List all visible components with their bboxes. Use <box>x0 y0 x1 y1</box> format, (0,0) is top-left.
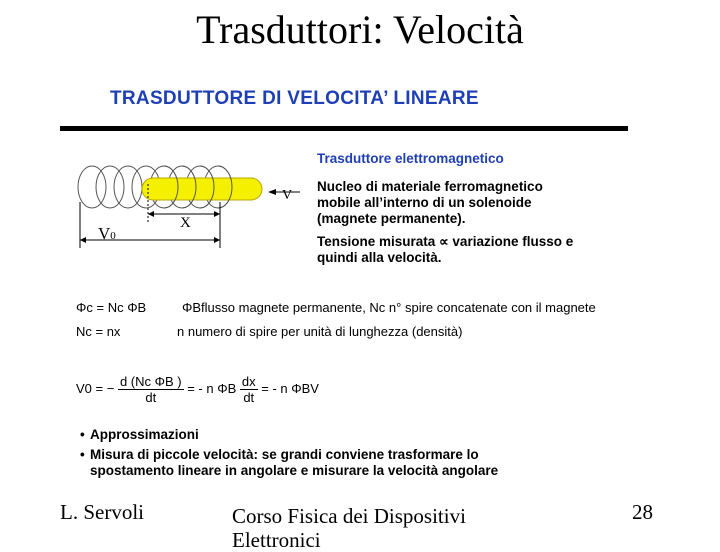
definition-turns-right: n numero di spire per unità di lunghezza (densità) <box>177 324 463 339</box>
definition-turns-left: Nc = nx <box>76 324 121 339</box>
footer-author: L. Servoli <box>60 500 144 524</box>
page-number: 28 <box>632 500 653 524</box>
description-subtitle: Trasduttore elettromagnetico <box>317 151 504 166</box>
bullet-list <box>80 427 640 479</box>
bullet-approximations: • Approssimazioni <box>80 427 640 443</box>
heading-rule <box>60 126 628 131</box>
definition-flux-right: ΦBflusso magnete permanente, Nc n° spire concatenate con il magnete <box>182 300 596 315</box>
panel-heading: TRASDUTTORE DI VELOCITA’ LINEARE <box>110 88 479 109</box>
magnet-core <box>142 178 262 200</box>
description-text: Nucleo di materiale ferromagnetico mobile all’interno di un solenoide (magnete permanente). Tensione misurata ∝ variazione flusso e quindi alla velocità. <box>317 179 574 265</box>
label-v: V <box>282 188 293 203</box>
slide-title: Trasduttori: Velocità <box>196 7 524 52</box>
definition-flux-left: Φc = Nc ΦB <box>76 300 147 315</box>
label-x: X <box>180 215 191 231</box>
content-panel <box>60 78 660 498</box>
voltage-equation: V0 = − $\frac{\text{d (Nc ΦB )}}{dt}$ = - n ΦB $\frac{dx}{dt}$ = - n ΦBV <box>76 374 319 405</box>
footer-course: Corso Fisica dei Dispositivi Elettronici <box>232 504 466 552</box>
bullet-small-velocities: • Misura di piccole velocità: se grandi conviene trasformare lo spostamento lineare in angolare e misurare la velocità angolare <box>80 447 640 479</box>
label-v0: V0 <box>98 224 116 243</box>
